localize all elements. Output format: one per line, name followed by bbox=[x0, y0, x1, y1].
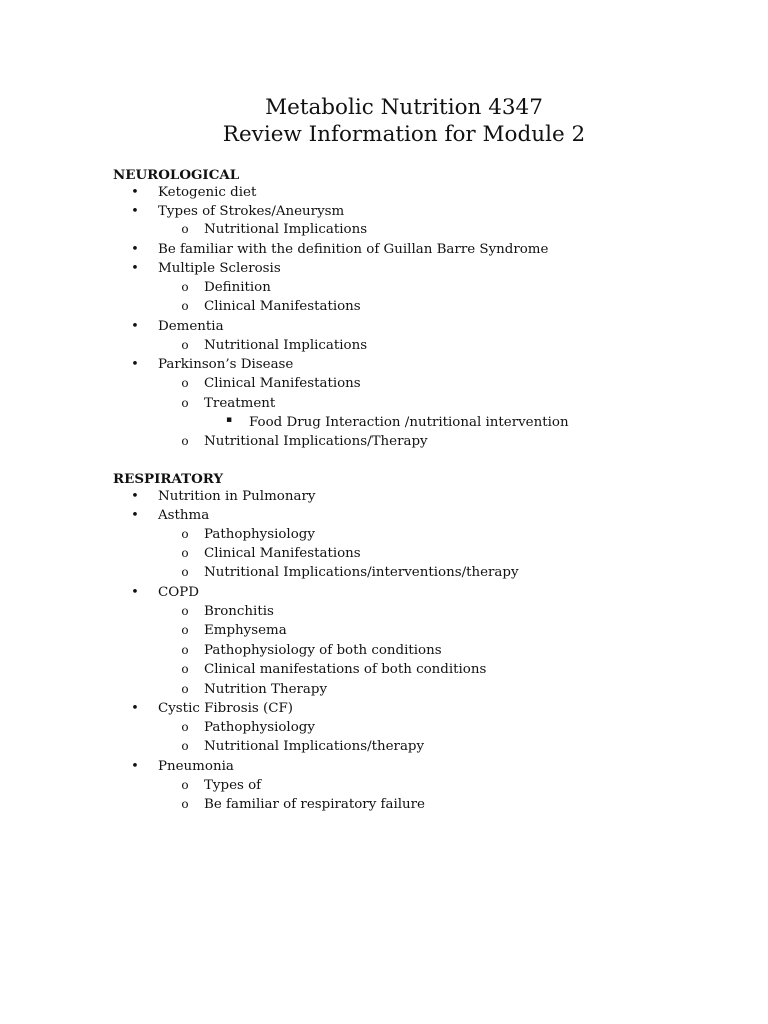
title-line-1: Metabolic Nutrition 4347 bbox=[265, 95, 543, 120]
list-item bbox=[113, 759, 733, 778]
list-item bbox=[113, 185, 733, 204]
list-item bbox=[113, 508, 733, 527]
list-item bbox=[113, 299, 733, 319]
list-item-text: Pneumonia bbox=[158, 759, 234, 774]
bullet-marker: • bbox=[131, 242, 139, 257]
list-item bbox=[113, 489, 733, 508]
list-item-text: Nutritional Implications/Therapy bbox=[204, 434, 428, 449]
list-item-text: Nutrition Therapy bbox=[204, 682, 328, 697]
list-item bbox=[113, 527, 733, 546]
list-item-text: Nutrition in Pulmonary bbox=[158, 489, 316, 504]
list-item-text: Be familiar with the definition of Guillan Barre Syndrome bbox=[158, 242, 549, 257]
list-item-text: Dementia bbox=[158, 319, 224, 334]
list-item bbox=[113, 376, 733, 396]
list-item bbox=[113, 319, 733, 338]
list-item-text: Treatment bbox=[204, 396, 276, 411]
list-item bbox=[113, 338, 733, 357]
list-item-text: Parkinson’s Disease bbox=[158, 357, 294, 372]
list-item bbox=[113, 604, 733, 623]
circle-marker: o bbox=[181, 434, 189, 448]
list-item-text: COPD bbox=[158, 585, 199, 600]
list-item bbox=[113, 261, 733, 280]
bullet-marker: • bbox=[131, 319, 139, 334]
list-item bbox=[113, 222, 733, 242]
list-item bbox=[113, 357, 733, 376]
list-item-text: Clinical Manifestations bbox=[204, 546, 361, 561]
list-item-text: Nutritional Implications/therapy bbox=[204, 739, 425, 754]
circle-marker: o bbox=[181, 720, 189, 734]
bullet-marker: • bbox=[131, 357, 139, 372]
circle-marker: o bbox=[181, 280, 189, 294]
list-item-text: Pathophysiology bbox=[204, 720, 315, 735]
list-item-text: Clinical Manifestations bbox=[204, 376, 361, 391]
document-title bbox=[0, 94, 768, 148]
list-item bbox=[113, 701, 733, 720]
list-item-text: Be familiar of respiratory failure bbox=[204, 797, 425, 812]
neurological-section bbox=[113, 165, 733, 453]
bullet-marker: • bbox=[131, 204, 139, 219]
list-item-text: Types of Strokes/Aneurysm bbox=[158, 204, 345, 219]
list-item bbox=[113, 546, 733, 565]
bullet-marker: • bbox=[131, 585, 139, 600]
list-item bbox=[113, 396, 733, 415]
circle-marker: o bbox=[181, 546, 189, 560]
list-item-text: Pathophysiology of both conditions bbox=[204, 643, 442, 658]
circle-marker: o bbox=[181, 222, 189, 236]
list-item-text: Bronchitis bbox=[204, 604, 274, 619]
list-item-text: Clinical manifestations of both conditions bbox=[204, 662, 487, 677]
list-item-text: Cystic Fibrosis (CF) bbox=[158, 701, 293, 716]
section-heading: NEUROLOGICAL bbox=[113, 167, 240, 183]
title-line-2: Review Information for Module 2 bbox=[222, 122, 586, 147]
bullet-marker: • bbox=[131, 261, 139, 276]
list-item bbox=[113, 797, 733, 816]
list-item bbox=[113, 739, 733, 759]
list-item-text: Multiple Sclerosis bbox=[158, 261, 281, 276]
list-item-text: Types of bbox=[204, 778, 262, 793]
list-item bbox=[113, 204, 733, 222]
circle-marker: o bbox=[181, 527, 189, 541]
list-item bbox=[113, 778, 733, 797]
bullet-marker: • bbox=[131, 185, 139, 200]
respiratory-section bbox=[113, 469, 733, 816]
list-item-text: Definition bbox=[204, 280, 271, 295]
bullet-marker: • bbox=[131, 701, 139, 716]
bullet-marker: • bbox=[131, 508, 139, 523]
list-item-text: Ketogenic diet bbox=[158, 185, 257, 200]
section-heading: RESPIRATORY bbox=[113, 471, 224, 487]
circle-marker: o bbox=[181, 299, 189, 313]
circle-marker: o bbox=[181, 604, 189, 618]
circle-marker: o bbox=[181, 643, 189, 657]
circle-marker: o bbox=[181, 376, 189, 390]
list-item bbox=[113, 682, 733, 701]
list-item bbox=[113, 565, 733, 585]
circle-marker: o bbox=[181, 565, 189, 579]
list-item-text: Emphysema bbox=[204, 623, 287, 638]
list-item-text: Nutritional Implications bbox=[204, 222, 368, 237]
circle-marker: o bbox=[181, 623, 189, 637]
circle-marker: o bbox=[181, 682, 189, 696]
list-item-text: Clinical Manifestations bbox=[204, 299, 361, 314]
bullet-marker: • bbox=[131, 489, 139, 504]
square-marker: ▪ bbox=[225, 415, 233, 425]
circle-marker: o bbox=[181, 778, 189, 792]
list-item-text: Asthma bbox=[158, 508, 210, 523]
list-item bbox=[113, 662, 733, 682]
circle-marker: o bbox=[181, 662, 189, 676]
circle-marker: o bbox=[181, 338, 189, 352]
list-item bbox=[113, 643, 733, 662]
list-item bbox=[113, 415, 733, 434]
circle-marker: o bbox=[181, 797, 189, 811]
list-item bbox=[113, 623, 733, 643]
list-item-text: Nutritional Implications/interventions/therapy bbox=[204, 565, 519, 580]
list-item bbox=[113, 434, 733, 453]
list-item-text: Nutritional Implications bbox=[204, 338, 368, 353]
bullet-marker: • bbox=[131, 759, 139, 774]
list-item-text: Pathophysiology bbox=[204, 527, 315, 542]
list-item bbox=[113, 280, 733, 299]
list-item-text: Food Drug Interaction /nutritional intervention bbox=[249, 415, 569, 430]
list-item bbox=[113, 242, 733, 261]
list-item bbox=[113, 585, 733, 604]
list-item bbox=[113, 720, 733, 739]
circle-marker: o bbox=[181, 396, 189, 410]
circle-marker: o bbox=[181, 739, 189, 753]
